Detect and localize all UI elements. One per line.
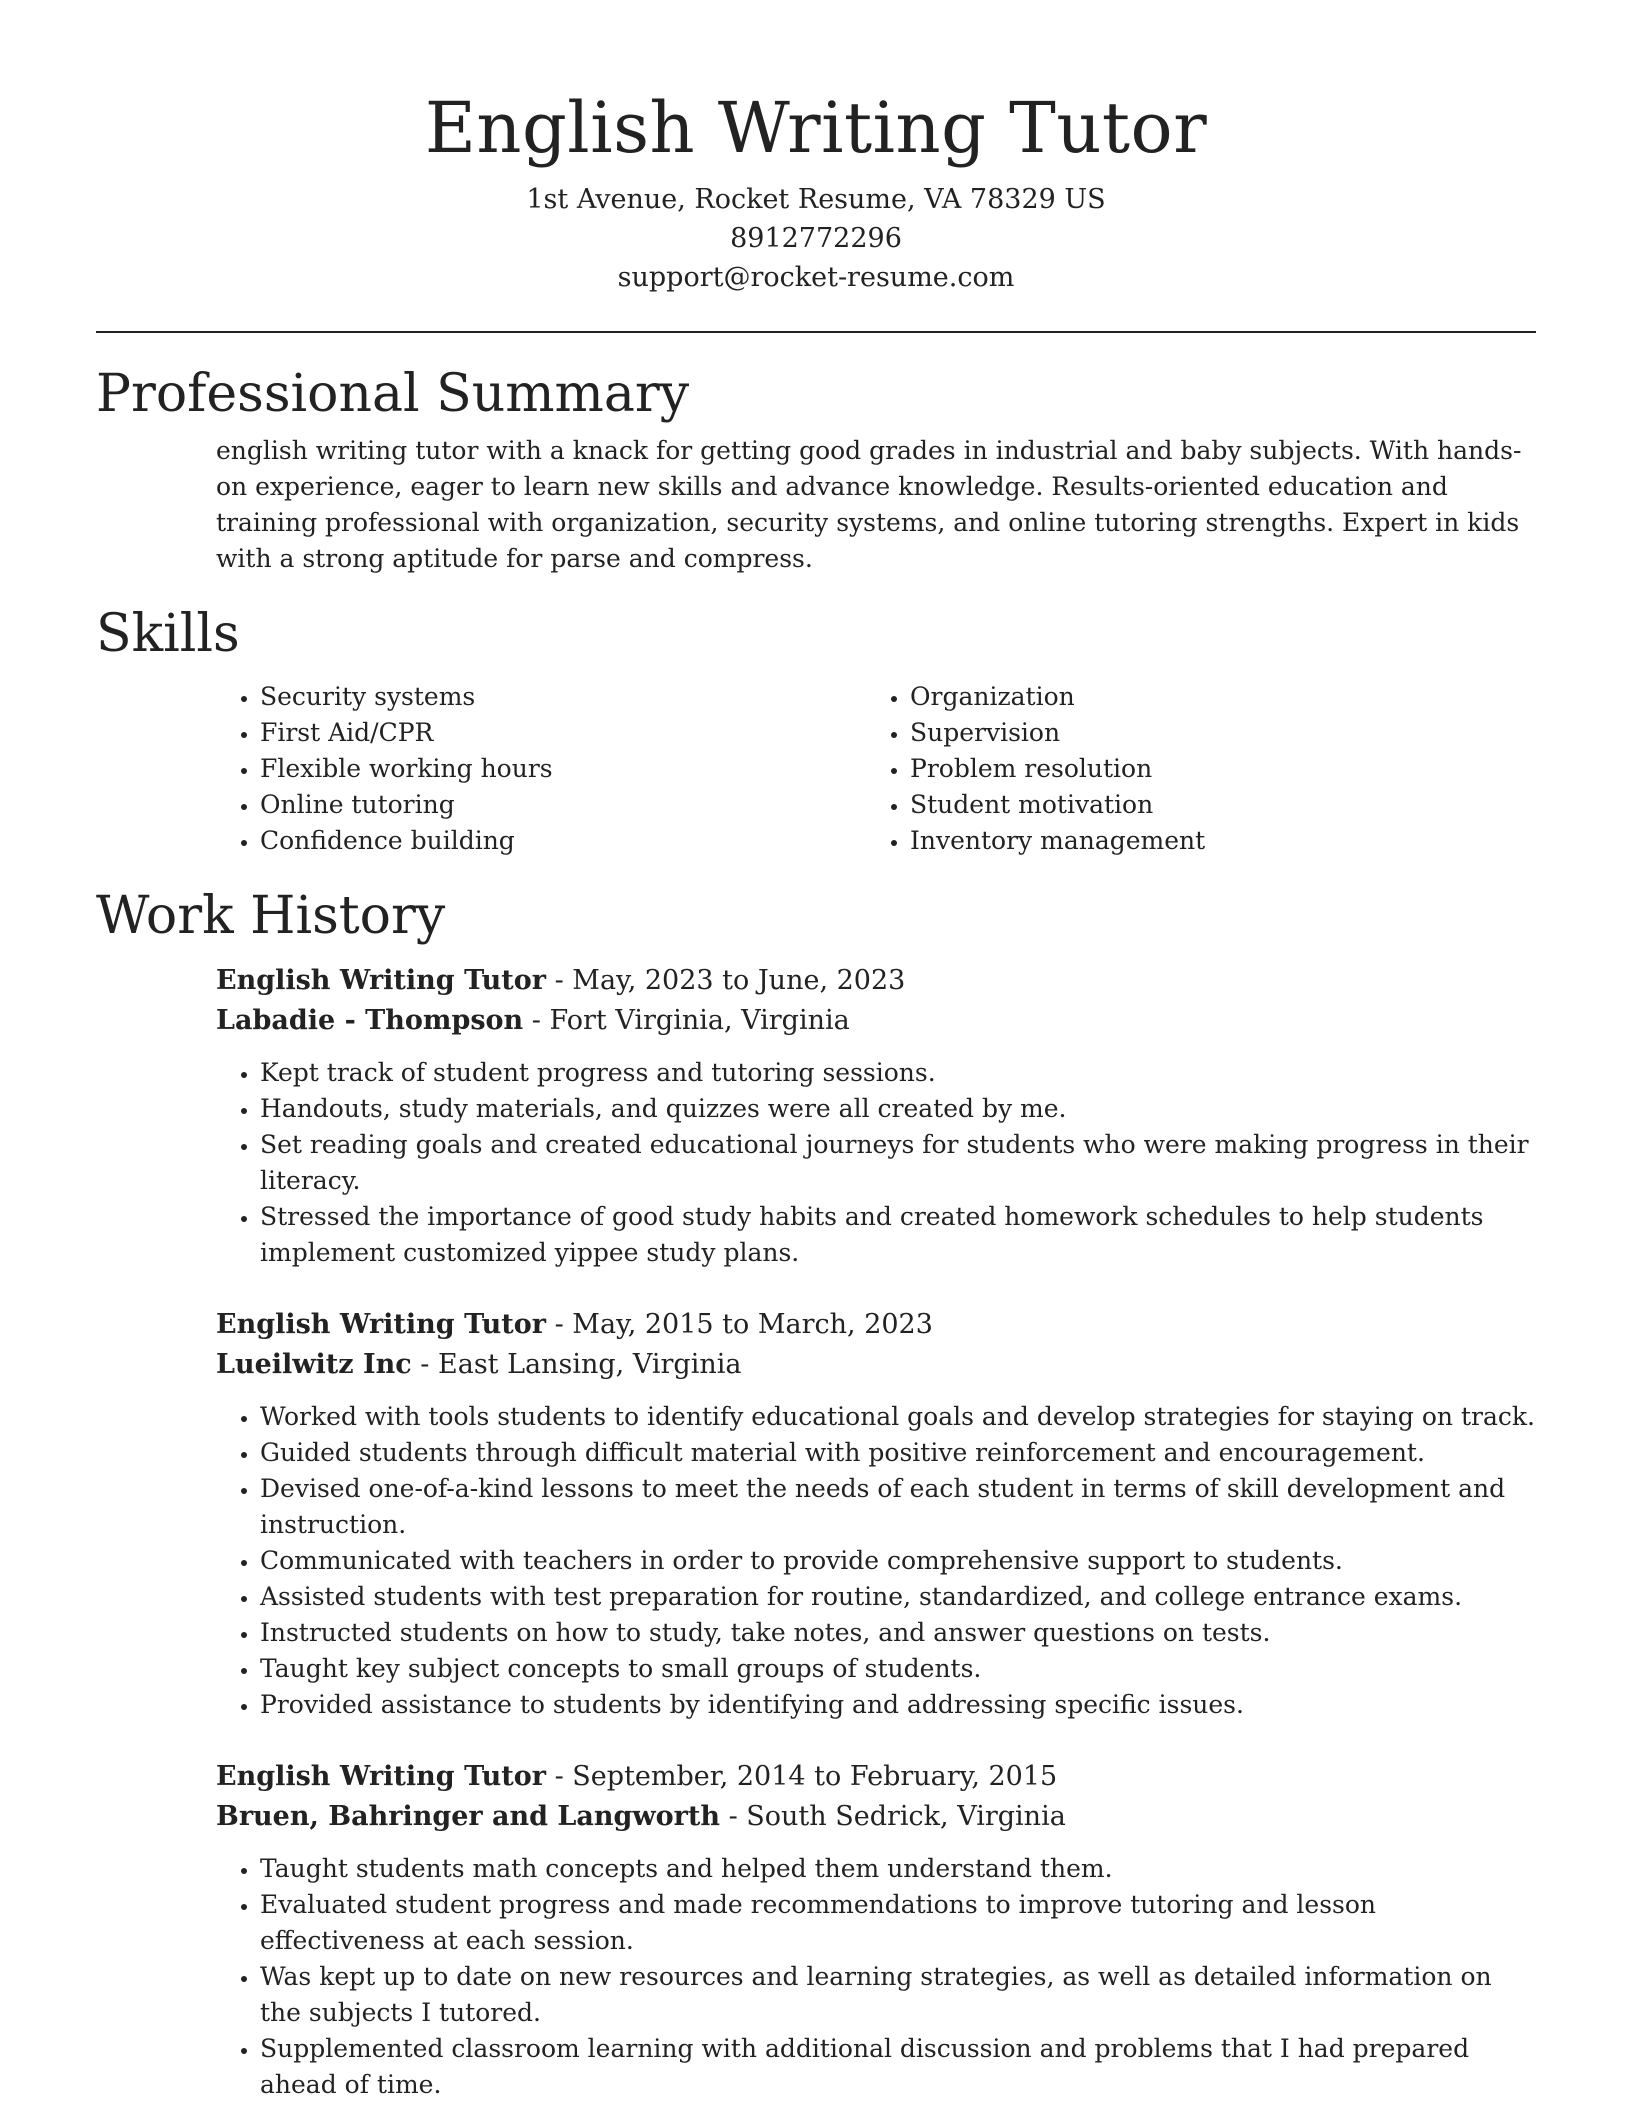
header-divider xyxy=(96,331,1536,333)
job-company-line xyxy=(216,1345,1536,1385)
skills-heading: Skills xyxy=(96,604,240,664)
skill-item: • Inventory management xyxy=(910,823,1516,859)
job-bullet: • Devised one-of-a-kind lessons to meet the needs of each student in terms of skill development and instruction. xyxy=(260,1471,1536,1543)
skills-grid xyxy=(216,679,1536,859)
job-bullet: • Provided assistance to students by identifying and addressing specific issues. xyxy=(260,1687,1536,1723)
skill-item: • Problem resolution xyxy=(910,751,1516,787)
job-title-line xyxy=(216,1305,1536,1345)
job-bullets xyxy=(216,1399,1536,1723)
job-entry xyxy=(216,961,1536,1271)
job-bullet: • Was kept up to date on new resources and learning strategies, as well as detailed information on the subjects I tutored. xyxy=(260,1959,1536,2031)
summary-text: english writing tutor with a knack for getting good grades in industrial and baby subjects. With hands-on experience, eager to learn new skills and advance knowledge. Results-oriented education and training professional with organization, security systems, and online tutoring strengths. Expert in kids with a strong aptitude for parse and compress. xyxy=(216,436,1522,573)
resume-page xyxy=(96,0,1536,2103)
job-location: - East Lansing, Virginia xyxy=(411,1349,742,1380)
job-entry xyxy=(216,1305,1536,1723)
job-bullets xyxy=(216,1055,1536,1271)
job-dates: - May, 2023 to June, 2023 xyxy=(546,965,906,996)
candidate-name: English Writing Tutor xyxy=(424,87,1208,169)
skills-column-right xyxy=(866,679,1516,859)
job-company-line xyxy=(216,1797,1536,1837)
contact-block xyxy=(96,180,1536,297)
job-company-line xyxy=(216,1001,1536,1041)
job-bullet: • Handouts, study materials, and quizzes were all created by me. xyxy=(260,1091,1536,1127)
skill-item: • First Aid/CPR xyxy=(260,715,866,751)
skills-column-left xyxy=(216,679,866,859)
job-bullet: • Guided students through difficult material with positive reinforcement and encouragement. xyxy=(260,1435,1536,1471)
job-bullet: • Supplemented classroom learning with additional discussion and problems that I had prepared ahead of time. xyxy=(260,2031,1536,2103)
contact-email: support@rocket-resume.com xyxy=(617,262,1015,293)
contact-phone: 8912772296 xyxy=(730,223,902,254)
job-bullets xyxy=(216,1851,1536,2103)
job-entry xyxy=(216,1757,1536,2103)
job-title-line xyxy=(216,961,1536,1001)
job-bullet: • Taught key subject concepts to small groups of students. xyxy=(260,1651,1536,1687)
job-location: - South Sedrick, Virginia xyxy=(720,1801,1066,1832)
contact-address: 1st Avenue, Rocket Resume, VA 78329 US xyxy=(526,184,1106,215)
job-bullet: • Set reading goals and created educational journeys for students who were making progress in their literacy. xyxy=(260,1127,1536,1199)
job-bullet: • Communicated with teachers in order to provide comprehensive support to students. xyxy=(260,1543,1536,1579)
job-bullet: • Kept track of student progress and tutoring sessions. xyxy=(260,1055,1536,1091)
job-location: - Fort Virginia, Virginia xyxy=(523,1005,850,1036)
skill-item: • Security systems xyxy=(260,679,866,715)
job-bullet: • Stressed the importance of good study habits and created homework schedules to help students implement customized yippee study plans. xyxy=(260,1199,1536,1271)
job-bullet: • Instructed students on how to study, take notes, and answer questions on tests. xyxy=(260,1615,1536,1651)
job-title-line xyxy=(216,1757,1536,1797)
work-history-heading: Work History xyxy=(96,886,446,946)
job-dates: - September, 2014 to February, 2015 xyxy=(546,1761,1058,1792)
skill-item: • Confidence building xyxy=(260,823,866,859)
job-role: English Writing Tutor xyxy=(216,1761,547,1792)
skill-item: • Online tutoring xyxy=(260,787,866,823)
skill-item: • Flexible working hours xyxy=(260,751,866,787)
job-role: English Writing Tutor xyxy=(216,965,547,996)
job-bullet: • Taught students math concepts and helped them understand them. xyxy=(260,1851,1536,1887)
job-bullet: • Worked with tools students to identify educational goals and develop strategies for staying on track. xyxy=(260,1399,1536,1435)
skill-item: • Student motivation xyxy=(910,787,1516,823)
job-company: Bruen, Bahringer and Langworth xyxy=(216,1801,720,1832)
job-bullet: • Assisted students with test preparation for routine, standardized, and college entrance exams. xyxy=(260,1579,1536,1615)
summary-heading: Professional Summary xyxy=(96,364,690,424)
job-bullet: • Evaluated student progress and made recommendations to improve tutoring and lesson effectiveness at each session. xyxy=(260,1887,1536,1959)
job-role: English Writing Tutor xyxy=(216,1309,547,1340)
resume-header xyxy=(96,0,1536,297)
skill-item: • Organization xyxy=(910,679,1516,715)
skill-item: • Supervision xyxy=(910,715,1516,751)
job-company: Lueilwitz Inc xyxy=(216,1349,412,1380)
job-company: Labadie - Thompson xyxy=(216,1005,524,1036)
job-dates: - May, 2015 to March, 2023 xyxy=(546,1309,933,1340)
